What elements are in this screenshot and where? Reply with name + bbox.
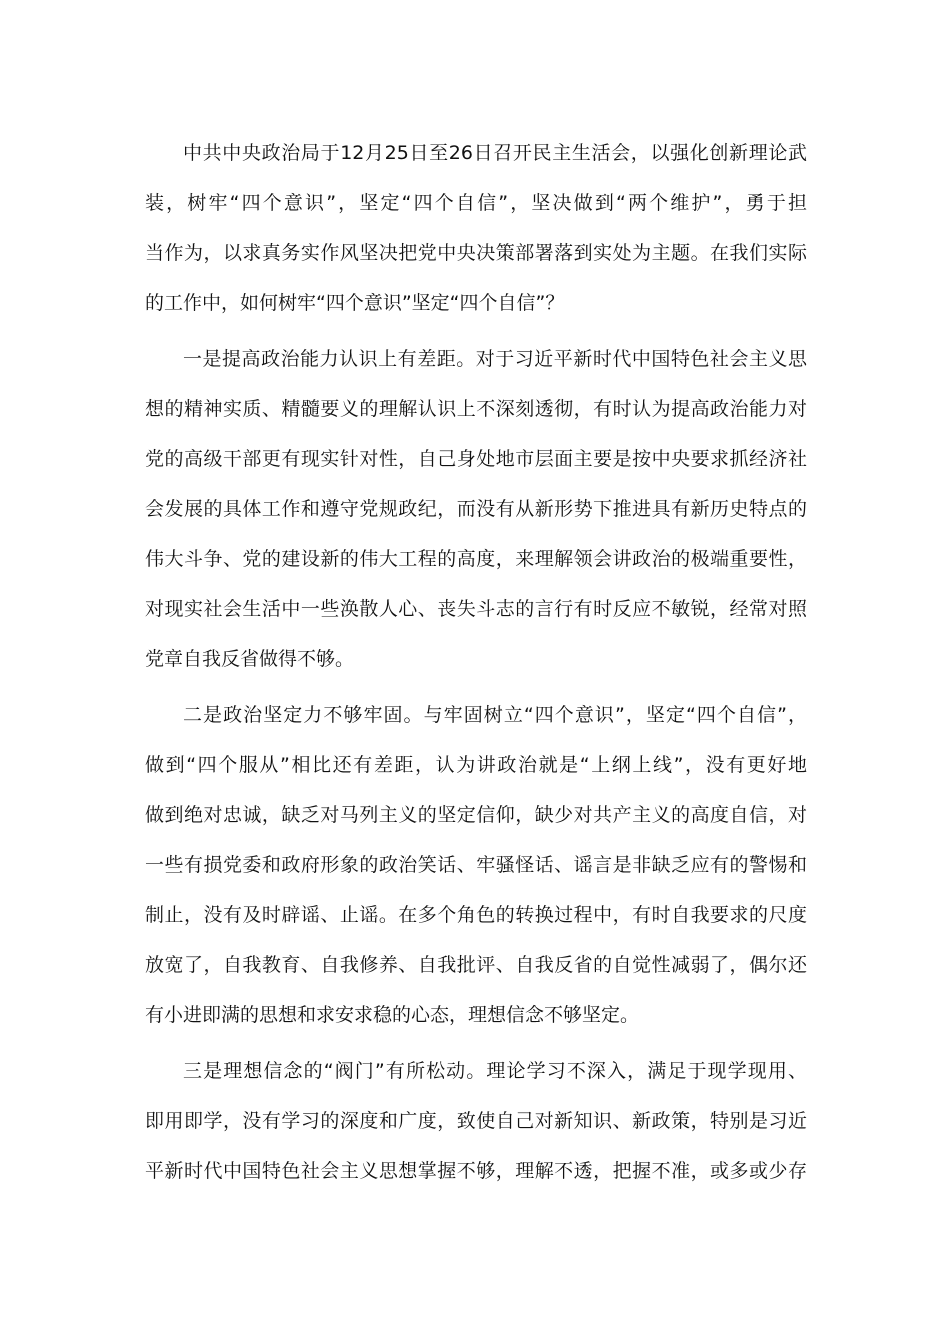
text-line: 想的精神实质、精髓要义的理解认识上不深刻透彻，有时认为提高政治能力对 [145, 398, 807, 420]
text-line: 的工作中，如何树牢“四个意识”坚定“四个自信”？ [145, 292, 565, 314]
paragraph-intro [145, 128, 807, 328]
text-line: 会发展的具体工作和遵守党规政纪，而没有从新形势下推进具有新历史特点的 [145, 498, 807, 520]
text-line: 伟大斗争、党的建设新的伟大工程的高度，来理解领会讲政治的极端重要性， [145, 548, 807, 570]
text-line: 三是理想信念的“阀门”有所松动。理论学习不深入，满足于现学现用、 [183, 1060, 807, 1082]
text-line: 有小进即满的思想和求安求稳的心态，理想信念不够坚定。 [145, 1004, 640, 1026]
paragraph-point-three [145, 1046, 807, 1196]
text-line: 做到“四个服从”相比还有差距，认为讲政治就是“上纲上线”，没有更好地 [145, 754, 807, 776]
text-line: 装，树牢“四个意识”，坚定“四个自信”，坚决做到“两个维护”，勇于担 [145, 192, 807, 214]
text-line: 制止，没有及时辟谣、止谣。在多个角色的转换过程中，有时自我要求的尺度 [145, 904, 807, 926]
paragraph-point-one [145, 334, 807, 684]
document-page [145, 128, 807, 1196]
text-line: 对现实社会生活中一些涣散人心、丧失斗志的言行有时反应不敏锐，经常对照 [145, 598, 807, 620]
text-line: 当作为，以求真务实作风坚决把党中央决策部署落到实处为主题。在我们实际 [145, 242, 807, 264]
text-line: 平新时代中国特色社会主义思想掌握不够，理解不透，把握不准，或多或少存 [145, 1160, 807, 1182]
text-line: 放宽了，自我教育、自我修养、自我批评、自我反省的自觉性减弱了，偶尔还 [145, 954, 807, 976]
text-line: 一是提高政治能力认识上有差距。对于习近平新时代中国特色社会主义思 [183, 348, 807, 370]
text-line: 即用即学，没有学习的深度和广度，致使自己对新知识、新政策，特别是习近 [145, 1110, 807, 1132]
text-line: 中共中央政治局于12月25日至26日召开民主生活会，以强化创新理论武 [183, 142, 807, 164]
text-line: 党的高级干部更有现实针对性，自己身处地市层面主要是按中央要求抓经济社 [145, 448, 807, 470]
text-line: 一些有损党委和政府形象的政治笑话、牢骚怪话、谣言是非缺乏应有的警惕和 [145, 854, 807, 876]
text-line: 党章自我反省做得不够。 [145, 648, 355, 670]
text-line: 二是政治坚定力不够牢固。与牢固树立“四个意识”，坚定“四个自信”， [183, 704, 807, 726]
text-line: 做到绝对忠诚，缺乏对马列主义的坚定信仰，缺少对共产主义的高度自信，对 [145, 804, 807, 826]
paragraph-point-two [145, 690, 807, 1040]
